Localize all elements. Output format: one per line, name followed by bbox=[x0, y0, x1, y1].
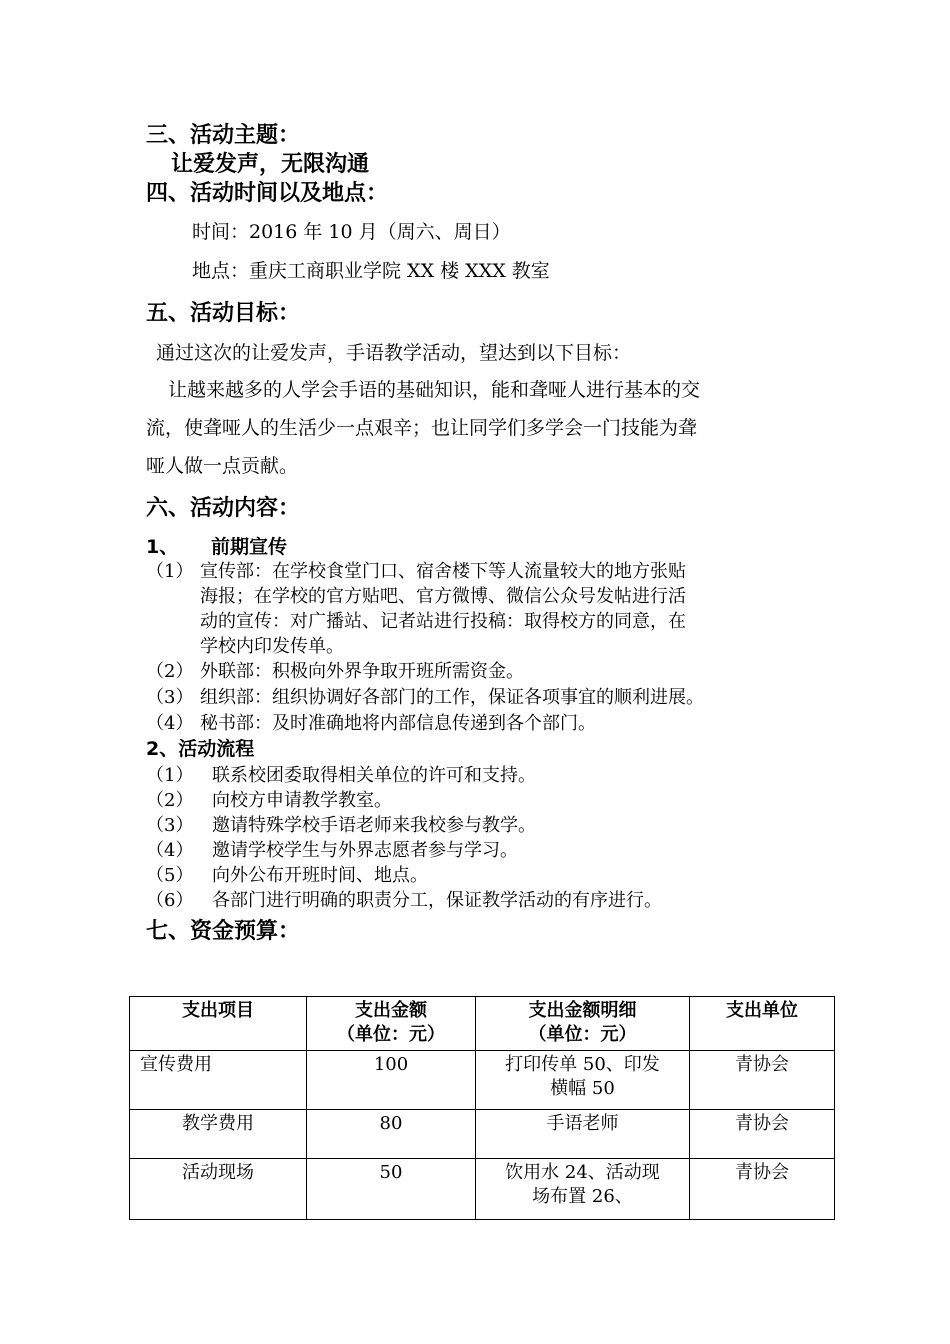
subsection-2-title: 2、活动流程 bbox=[146, 738, 255, 760]
cell-unit: 青协会 bbox=[690, 1110, 835, 1159]
cell-unit: 青协会 bbox=[690, 1051, 835, 1110]
cell-item: 活动现场 bbox=[130, 1159, 307, 1220]
item-text: 学校内印发传单。 bbox=[200, 636, 344, 657]
goal-line: 流，使聋哑人的生活少一点艰辛；也让同学们多学会一门技能为聋 bbox=[146, 417, 698, 439]
step-text: 邀请学校学生与外界志愿者参与学习。 bbox=[212, 840, 518, 861]
goal-line: 哑人做一点贡献。 bbox=[146, 455, 299, 477]
step-text: 邀请特殊学校手语老师来我校参与教学。 bbox=[212, 815, 536, 836]
section-4-heading: 四、活动时间以及地点： bbox=[146, 181, 389, 206]
item-text: 秘书部：及时准确地将内部信息传递到各个部门。 bbox=[200, 713, 596, 734]
table-row bbox=[130, 1159, 835, 1220]
step-text: 向外公布开班时间、地点。 bbox=[212, 865, 428, 886]
step-text: 联系校团委取得相关单位的许可和支持。 bbox=[212, 765, 536, 786]
activity-theme: 让爱发声，无限沟通 bbox=[171, 152, 370, 177]
goal-line: 让越来越多的人学会手语的基础知识，能和聋哑人进行基本的交 bbox=[168, 379, 701, 401]
activity-time: 时间：2016 年 10 月（周六、周日） bbox=[192, 221, 511, 243]
section-3-heading: 三、活动主题： bbox=[146, 123, 301, 148]
table-header-row bbox=[130, 997, 835, 1051]
header-detail: 支出金额明细 （单位：元） bbox=[476, 997, 690, 1051]
cell-amount: 50 bbox=[307, 1159, 476, 1220]
section-6-heading: 六、活动内容： bbox=[146, 496, 301, 521]
cell-unit: 青协会 bbox=[690, 1159, 835, 1220]
item-text: 组织部：组织协调好各部门的工作，保证各项事宜的顺利进展。 bbox=[200, 687, 704, 708]
item-text: 宣传部：在学校食堂门口、宿舍楼下等人流量较大的地方张贴 bbox=[200, 561, 686, 582]
item-number: （4） bbox=[146, 713, 194, 734]
cell-amount: 100 bbox=[307, 1051, 476, 1110]
cell-amount: 80 bbox=[307, 1110, 476, 1159]
header-unit: 支出单位 bbox=[690, 997, 835, 1051]
item-number: （1） bbox=[146, 561, 194, 582]
header-amount: 支出金额 （单位：元） bbox=[307, 997, 476, 1051]
subsection-1-title: 前期宣传 bbox=[211, 536, 288, 558]
step-text: 向校方申请教学教室。 bbox=[212, 790, 392, 811]
goal-intro: 通过这次的让爱发声，手语教学活动，望达到以下目标： bbox=[156, 342, 632, 364]
cell-detail: 打印传单 50、印发 横幅 50 bbox=[476, 1051, 690, 1110]
table-row bbox=[130, 1051, 835, 1110]
section-5-heading: 五、活动目标： bbox=[146, 301, 301, 326]
item-number: （2） bbox=[146, 661, 194, 682]
subsection-1-number: 1、 bbox=[146, 536, 179, 558]
step-number: （1） bbox=[146, 765, 194, 786]
step-number: （5） bbox=[146, 865, 194, 886]
item-text: 外联部：积极向外界争取开班所需资金。 bbox=[200, 661, 524, 682]
cell-detail: 饮用水 24、活动现 场布置 26、 bbox=[476, 1159, 690, 1220]
step-text: 各部门进行明确的职责分工，保证教学活动的有序进行。 bbox=[212, 890, 662, 911]
item-text: 海报；在学校的官方贴吧、官方微博、微信公众号发帖进行活 bbox=[200, 586, 686, 607]
section-7-heading: 七、资金预算： bbox=[146, 919, 301, 944]
cell-item: 教学费用 bbox=[130, 1110, 307, 1159]
header-item: 支出项目 bbox=[130, 997, 307, 1051]
item-text: 动的宣传：对广播站、记者站进行投稿：取得校方的同意，在 bbox=[200, 611, 686, 632]
step-number: （4） bbox=[146, 840, 194, 861]
step-number: （3） bbox=[146, 815, 194, 836]
step-number: （2） bbox=[146, 790, 194, 811]
budget-table bbox=[129, 996, 835, 1220]
table-row bbox=[130, 1110, 835, 1159]
step-number: （6） bbox=[146, 890, 194, 911]
cell-detail: 手语老师 bbox=[476, 1110, 690, 1159]
cell-item: 宣传费用 bbox=[130, 1051, 307, 1110]
item-number: （3） bbox=[146, 687, 194, 708]
activity-place: 地点：重庆工商职业学院 XX 楼 XXX 教室 bbox=[192, 260, 550, 282]
